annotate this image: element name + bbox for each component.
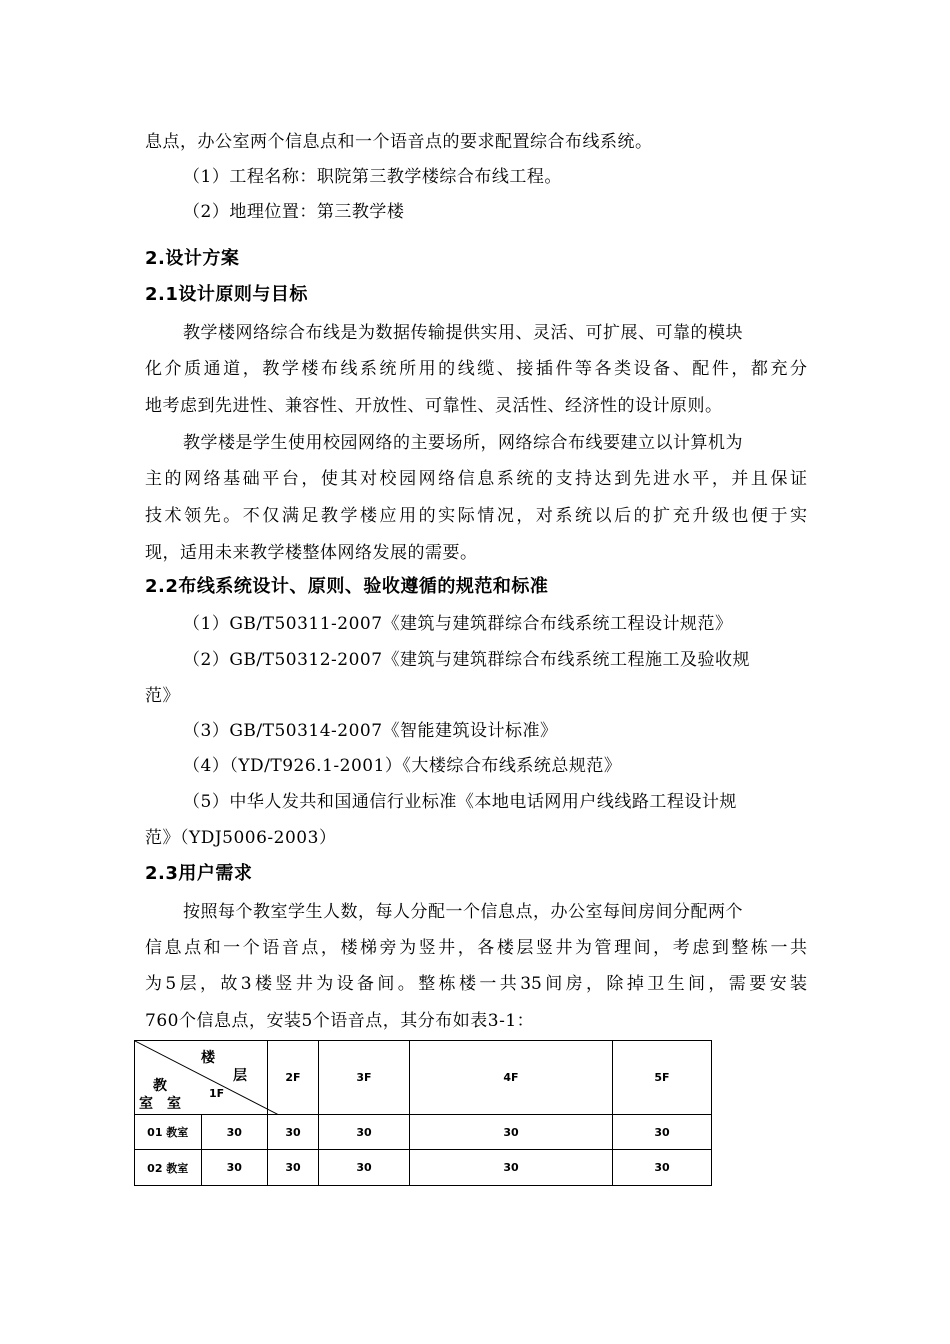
- cell: 30: [410, 1150, 613, 1186]
- standard-item: （1）GB/T50311-2007《建筑与建筑群综合布线系统工程设计规范》: [183, 614, 733, 634]
- cell: 30: [201, 1150, 268, 1186]
- standard-item: （5）中华人发共和国通信行业标准《本地电话网用户线线路工程设计规: [183, 792, 737, 812]
- cell: 30: [613, 1150, 712, 1186]
- col-header: 4F: [410, 1041, 613, 1115]
- heading-2-3: 2.3用户需求: [145, 863, 253, 884]
- col-header: 3F: [319, 1041, 410, 1115]
- sec21-line: 化介质通道，教学楼布线系统所用的线缆、接插件等各类设备、配件，都充分: [145, 359, 807, 379]
- col-header: 2F: [268, 1041, 319, 1115]
- table-corner-header: [135, 1041, 268, 1115]
- cell: 30: [268, 1150, 319, 1186]
- standard-item: （4）（YD/T926.1-2001）《大楼综合布线系统总规范》: [183, 756, 622, 776]
- sec23-line: 为5层，故3楼竖井为设备间。整栋楼一共35间房，除掉卫生间，需要安装: [145, 974, 807, 994]
- cell: 30: [319, 1150, 410, 1186]
- sec21-line: 技术领先。不仅满足教学楼应用的实际情况，对系统以后的扩充升级也便于实: [145, 506, 807, 526]
- sec21-line: 地考虑到先进性、兼容性、开放性、可靠性、灵活性、经济性的设计原则。: [145, 396, 723, 416]
- sec23-line: 信息点和一个语音点，楼梯旁为竖井，各楼层竖井为管理间，考虑到整栋一共: [145, 938, 807, 958]
- col-header: 5F: [613, 1041, 712, 1115]
- cell: 30: [268, 1115, 319, 1150]
- cell: 30: [613, 1115, 712, 1150]
- heading-design-plan: 2.设计方案: [145, 248, 240, 269]
- corner-label: 教: [153, 1078, 167, 1094]
- sec21-line: 教学楼网络综合布线是为数据传输提供实用、灵活、可扩展、可靠的模块: [183, 323, 743, 343]
- corner-label: 楼: [201, 1050, 215, 1066]
- heading-2-1: 2.1设计原则与目标: [145, 284, 308, 305]
- standard-item: （2）GB/T50312-2007《建筑与建筑群综合布线系统工程施工及验收规: [183, 650, 751, 670]
- sec23-line: 760个信息点，安装5个语音点，其分布如表3-1：: [145, 1011, 535, 1031]
- row-label: 01 教室: [135, 1115, 202, 1150]
- sec21-line: 现，适用未来教学楼整体网络发展的需要。: [145, 543, 478, 563]
- cell: 30: [410, 1115, 613, 1150]
- project-name: （1）工程名称：职院第三教学楼综合布线工程。: [183, 167, 562, 187]
- standard-item-cont: 范》: [145, 686, 180, 706]
- sec23-line: 按照每个教室学生人数，每人分配一个信息点，办公室每间房间分配两个: [183, 902, 743, 922]
- sec21-line: 教学楼是学生使用校园网络的主要场所，网络综合布线要建立以计算机为: [183, 433, 743, 453]
- project-location: （2）地理位置：第三教学楼: [183, 202, 405, 222]
- standard-item: （3）GB/T50314-2007《智能建筑设计标准》: [183, 721, 558, 741]
- table-row: [135, 1115, 712, 1150]
- corner-label: 室 室: [139, 1096, 181, 1112]
- info-point-table: [134, 1040, 712, 1186]
- table-row: [135, 1150, 712, 1186]
- cell: 30: [319, 1115, 410, 1150]
- row-label: 02 教室: [135, 1150, 202, 1186]
- sec21-line: 主的网络基础平台，使其对校园网络信息系统的支持达到先进水平，并且保证: [145, 469, 807, 489]
- standard-item-cont: 范》（YDJ5006-2003）: [145, 828, 337, 848]
- paragraph-continuation: 息点，办公室两个信息点和一个语音点的要求配置综合布线系统。: [145, 132, 653, 152]
- heading-2-2: 2.2布线系统设计、原则、验收遵循的规范和标准: [145, 576, 549, 597]
- corner-label: 1F: [209, 1087, 225, 1100]
- cell: 30: [201, 1115, 268, 1150]
- corner-label: 层: [233, 1068, 247, 1084]
